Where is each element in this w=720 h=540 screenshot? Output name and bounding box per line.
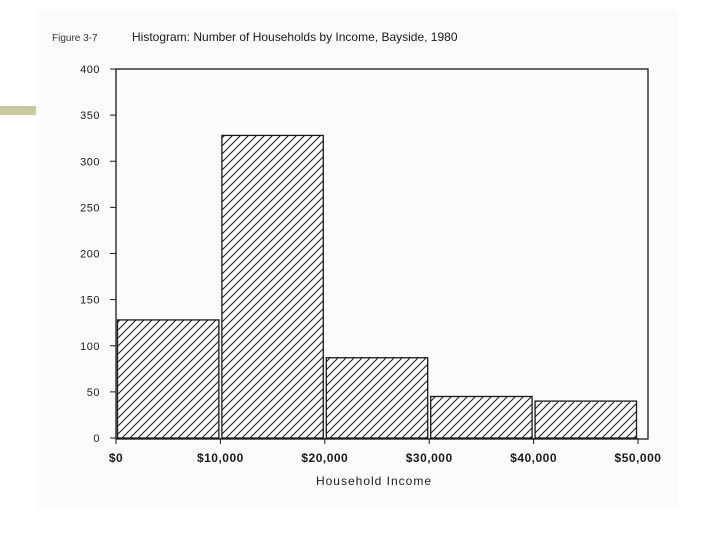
x-tick-label: $50,000: [614, 451, 662, 465]
y-tick-label: 200: [80, 248, 100, 261]
y-tick-label: 250: [80, 202, 100, 215]
histogram-bar-2: [222, 135, 323, 438]
y-tick-label: 300: [80, 156, 100, 169]
chart-title: Histogram: Number of Households by Income, Bayside, 1980: [132, 30, 458, 44]
histogram-bar-4: [431, 396, 532, 438]
x-tick-label: $10,000: [196, 451, 244, 465]
chart-title-prefix: Figure 3-7: [52, 33, 98, 44]
y-tick-label: 50: [86, 386, 100, 399]
y-tick-label: 0: [93, 433, 100, 445]
x-axis-label: Household Income: [315, 474, 433, 488]
x-tick-label: $20,000: [301, 451, 349, 465]
x-tick-label: $30,000: [405, 451, 453, 465]
y-tick-label: 100: [80, 340, 100, 353]
y-tick-label: 150: [80, 294, 100, 307]
x-tick-label: $0: [108, 451, 124, 465]
histogram-bar-1: [118, 320, 219, 438]
histogram-bar-3: [326, 358, 427, 438]
y-tick-label: 350: [80, 110, 100, 123]
y-tick-label: 400: [80, 64, 100, 76]
x-tick-label: $40,000: [510, 451, 558, 465]
histogram-bar-5: [535, 401, 636, 438]
